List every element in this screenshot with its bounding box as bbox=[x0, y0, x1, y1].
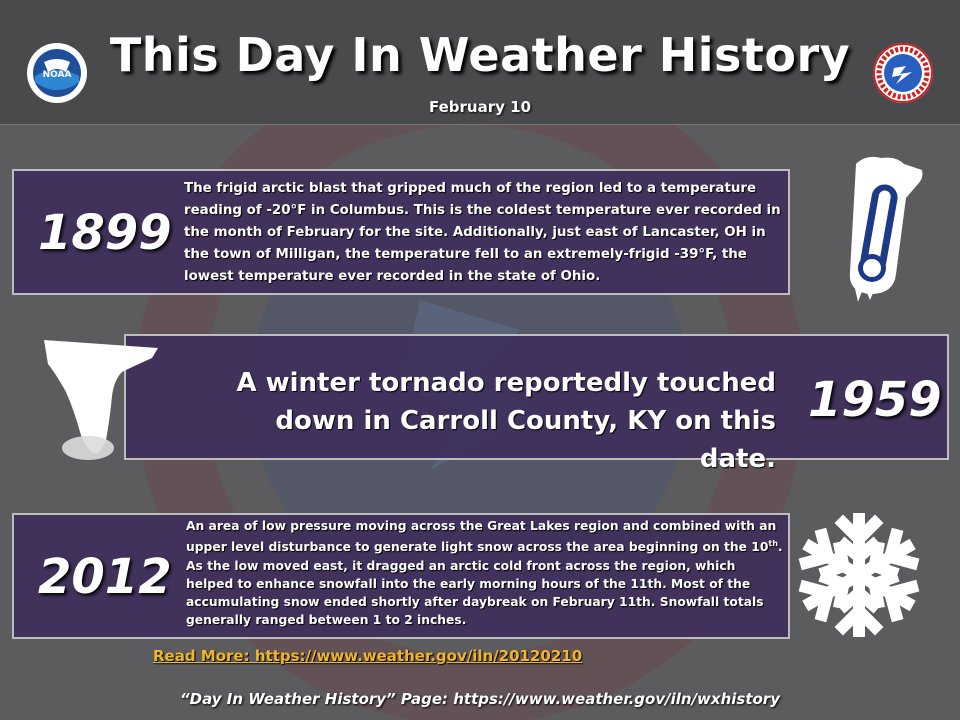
thermometer-icon bbox=[826, 154, 926, 304]
entry-text-2012-a: An area of low pressure moving across the Great Lakes region and combined with an upper level disturbance to generate light snow across the area beginning on the 10 bbox=[186, 519, 777, 555]
tornado-icon bbox=[40, 336, 164, 462]
entry-text-1959: A winter tornado reportedly touched down in Carroll County, KY on this date. bbox=[236, 368, 776, 474]
page-title: This Day In Weather History bbox=[109, 28, 851, 82]
entry-text-2012-b: . As the low moved east, it dragged an arctic cold front across the region, which helped to enhance snowfall into the early morning hours of the 11th. Most of the accumulating snow ended shortly after daybreak on February 11th. Snowfall totals generally ranged between 1 to 2 inches. bbox=[186, 540, 783, 628]
svg-text:NOAA: NOAA bbox=[42, 70, 72, 80]
entry-year-1959: 1959 bbox=[808, 372, 942, 428]
entry-text-2012 bbox=[186, 517, 784, 629]
footer-link[interactable]: “Day In Weather History” Page: https://www.weather.gov/iln/wxhistory bbox=[180, 690, 780, 708]
read-more-link[interactable]: Read More: https://www.weather.gov/iln/20120210 bbox=[153, 647, 583, 665]
entry-year-1899: 1899 bbox=[38, 205, 172, 261]
entry-year-2012: 2012 bbox=[38, 549, 172, 605]
snowflake-icon bbox=[796, 512, 922, 638]
entry-text-2012-sup: th bbox=[768, 539, 778, 549]
entry-text-1899: The frigid arctic blast that gripped much of the region led to a temperature reading of -20°F in Columbus. This is the coldest temperature ever recorded in the month of February for the site. Additionally, just east of Lancaster, OH in the town of Milligan, the temperature fell to an extremely-frigid -39°F, the lowest temperature ever recorded in the state of Ohio. bbox=[184, 181, 781, 284]
page-date: February 10 bbox=[428, 98, 532, 116]
